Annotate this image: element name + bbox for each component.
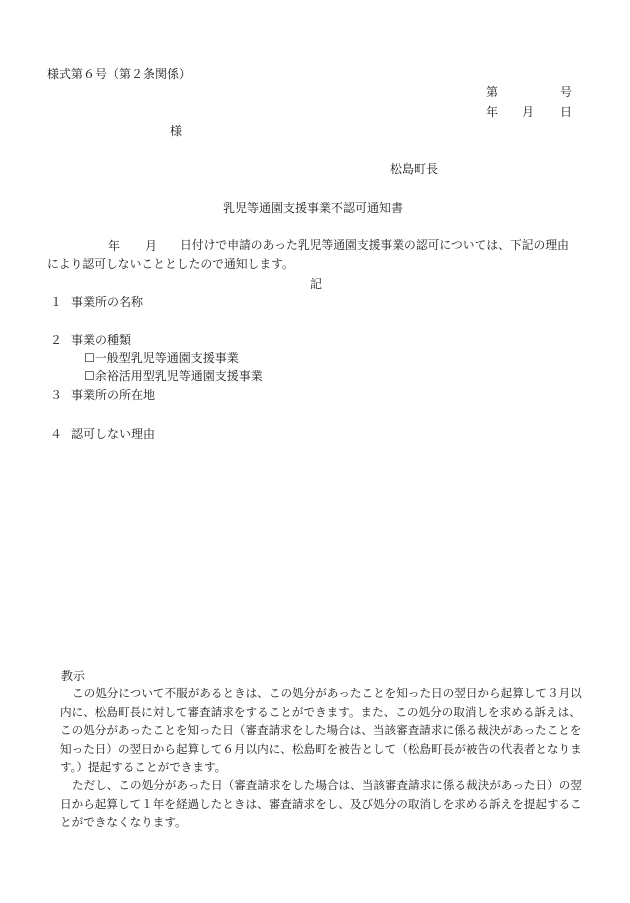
notice-heading: 教示 bbox=[61, 669, 86, 683]
ki-heading: 記 bbox=[310, 277, 323, 291]
document-title: 乳児等通園支援事業不認可通知書 bbox=[223, 201, 404, 215]
sender-name: 松島町長 bbox=[390, 162, 439, 176]
document-number-suffix: 号 bbox=[560, 85, 573, 99]
item-number: ２ bbox=[50, 333, 63, 347]
intro-year-label: 年 bbox=[108, 239, 121, 253]
item-reason-label: 認可しない理由 bbox=[71, 427, 156, 441]
addressee-suffix: 様 bbox=[170, 124, 183, 138]
form-number: 様式第６号（第２条関係） bbox=[47, 67, 192, 81]
item-number: ４ bbox=[50, 427, 63, 441]
item-business-name-label: 事業所の名称 bbox=[71, 295, 144, 309]
intro-text-line2: により認可しないこととしたので通知します。 bbox=[47, 257, 294, 271]
item-business-type-label: 事業の種類 bbox=[71, 333, 132, 347]
date-month-label: 月 bbox=[522, 105, 535, 119]
date-year-label: 年 bbox=[486, 105, 499, 119]
item-number: １ bbox=[50, 295, 63, 309]
notice-paragraph-1: この処分について不服があるときは、この処分があったことを知った日の翌日から起算して３月以内に、松島町長に対して審査請求をすることができます。また、この処分の取消しを求める訴えは、この処分があったことを知った日（審査請求をした場合は、当該審査請求に係る裁決があったことを知った日）の翌日から起算して６月以内に、松島町を被告として（松島町長が被告の代表者となります。）提起することができます。 bbox=[60, 686, 582, 774]
intro-month-label: 月 bbox=[145, 239, 158, 253]
date-day-label: 日 bbox=[560, 105, 573, 119]
intro-text: 日付けで申請のあった乳児等通園支援事業の認可については、下記の理由 bbox=[180, 238, 569, 252]
document-number-prefix: 第 bbox=[486, 85, 499, 99]
item-address-label: 事業所の所在地 bbox=[71, 388, 156, 402]
checkbox-general-type[interactable]: ☐一般型乳児等通園支援事業 bbox=[84, 351, 239, 365]
item-number: ３ bbox=[50, 388, 63, 402]
checkbox-surplus-type[interactable]: ☐余裕活用型乳児等通園支援事業 bbox=[84, 369, 263, 383]
notice-paragraph-2: ただし、この処分があった日（審査請求をした場合は、当該審査請求に係る裁決があった日）の翌日から起算して１年を経過したときは、審査請求をし、及び処分の取消しを求める訴えを提起することができなくなります。 bbox=[60, 778, 582, 829]
